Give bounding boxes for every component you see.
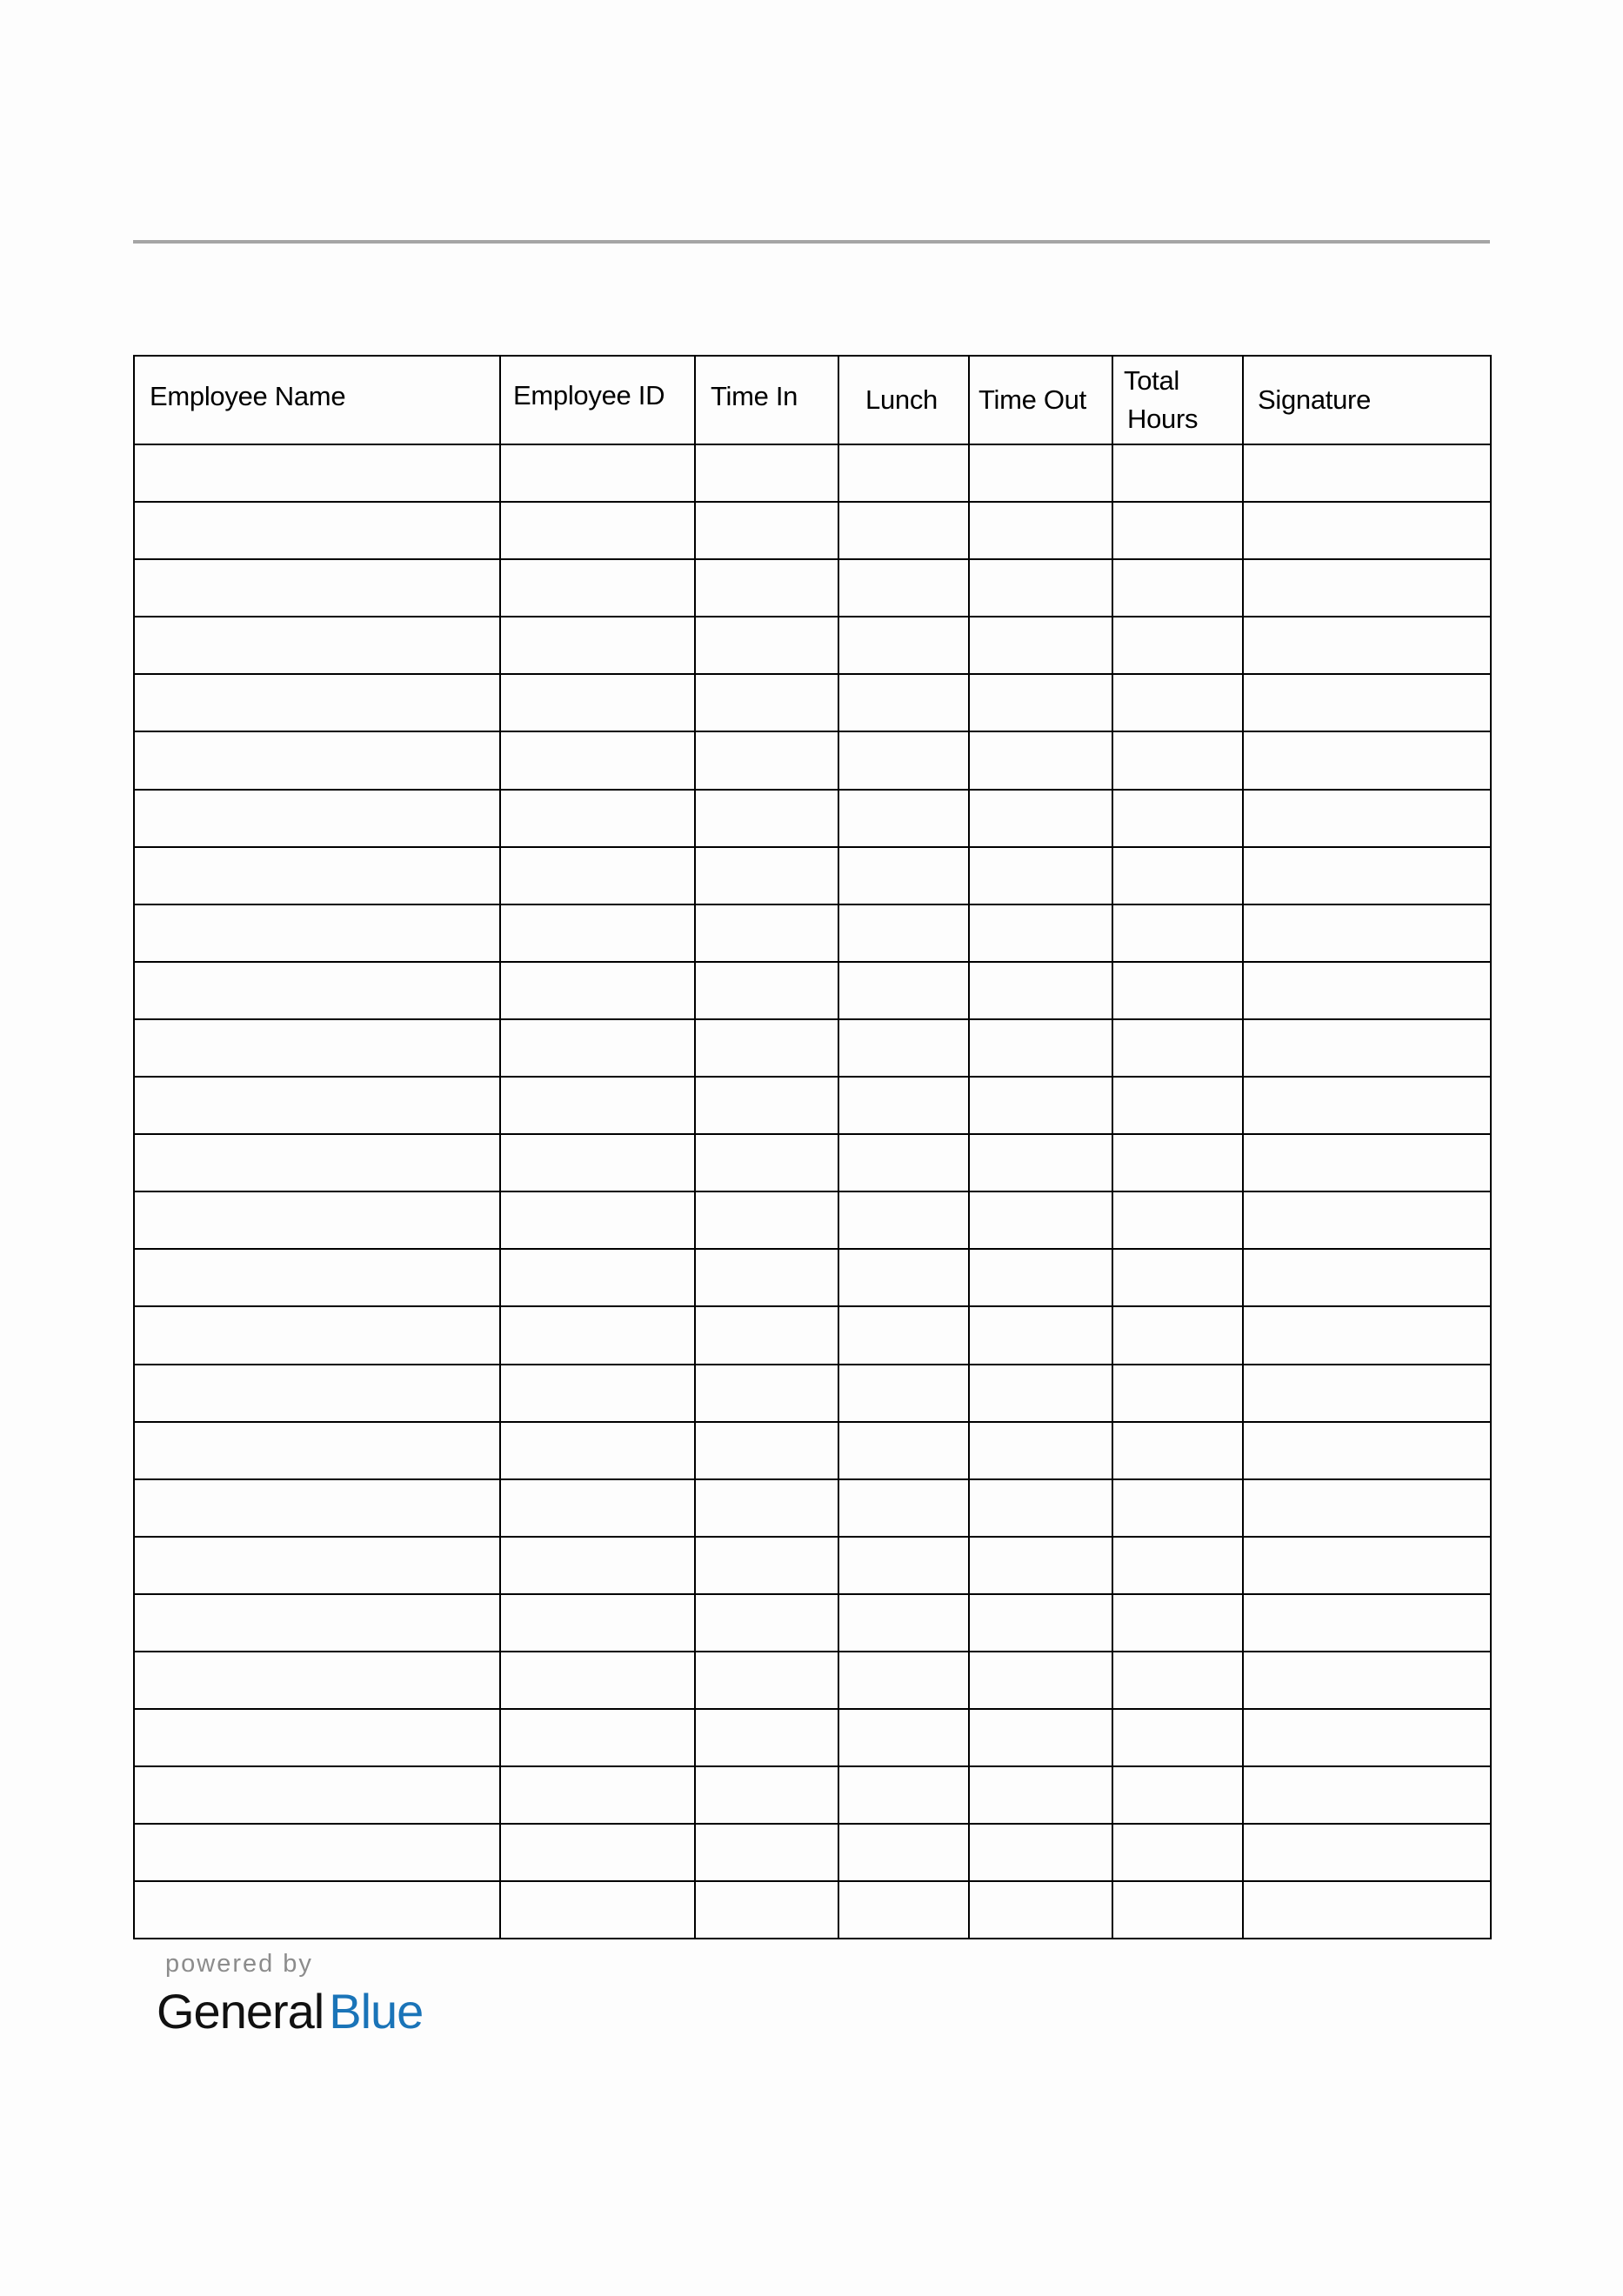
column-header-signature: Signature xyxy=(1243,356,1491,444)
cell-lunch[interactable] xyxy=(838,1306,969,1364)
cell-lunch[interactable] xyxy=(838,1881,969,1939)
table-row xyxy=(134,1249,1491,1306)
cell-signature[interactable] xyxy=(1243,962,1491,1019)
powered-by-label: powered by xyxy=(165,1950,313,1978)
cell-signature[interactable] xyxy=(1243,790,1491,847)
cell-time-in[interactable] xyxy=(695,847,838,904)
cell-signature[interactable] xyxy=(1243,1306,1491,1364)
cell-time-out[interactable] xyxy=(969,1766,1112,1824)
table-row xyxy=(134,1306,1491,1364)
cell-employee-name[interactable] xyxy=(134,617,500,674)
cell-employee-id[interactable] xyxy=(500,444,695,502)
cell-employee-name[interactable] xyxy=(134,444,500,502)
generalblue-logo xyxy=(157,1983,423,2039)
cell-employee-name[interactable] xyxy=(134,1191,500,1249)
table-row xyxy=(134,731,1491,789)
timesheet-table xyxy=(133,355,1492,1939)
cell-employee-id[interactable] xyxy=(500,904,695,962)
cell-employee-name[interactable] xyxy=(134,559,500,617)
cell-time-out[interactable] xyxy=(969,559,1112,617)
table-row xyxy=(134,847,1491,904)
cell-time-out[interactable] xyxy=(969,962,1112,1019)
cell-signature[interactable] xyxy=(1243,502,1491,559)
cell-lunch[interactable] xyxy=(838,1652,969,1709)
cell-signature[interactable] xyxy=(1243,1249,1491,1306)
cell-time-out[interactable] xyxy=(969,444,1112,502)
cell-employee-id[interactable] xyxy=(500,617,695,674)
cell-employee-id[interactable] xyxy=(500,559,695,617)
cell-time-in[interactable] xyxy=(695,1709,838,1766)
logo-text-blue: Blue xyxy=(329,1984,424,2039)
cell-total-hours[interactable] xyxy=(1112,1537,1243,1594)
cell-signature[interactable] xyxy=(1243,1365,1491,1422)
cell-employee-id[interactable] xyxy=(500,1479,695,1537)
cell-total-hours[interactable] xyxy=(1112,790,1243,847)
table-row xyxy=(134,1652,1491,1709)
column-header-time-out: Time Out xyxy=(969,356,1112,444)
cell-time-in[interactable] xyxy=(695,904,838,962)
cell-total-hours[interactable] xyxy=(1112,674,1243,731)
cell-time-in[interactable] xyxy=(695,1365,838,1422)
cell-employee-id[interactable] xyxy=(500,1766,695,1824)
cell-employee-name[interactable] xyxy=(134,790,500,847)
column-header-employee-name: Employee Name xyxy=(134,356,500,444)
cell-employee-name[interactable] xyxy=(134,847,500,904)
cell-time-out[interactable] xyxy=(969,1191,1112,1249)
cell-employee-name[interactable] xyxy=(134,1422,500,1479)
cell-total-hours[interactable] xyxy=(1112,502,1243,559)
table-row xyxy=(134,962,1491,1019)
cell-time-in[interactable] xyxy=(695,559,838,617)
cell-employee-name[interactable] xyxy=(134,962,500,1019)
cell-employee-id[interactable] xyxy=(500,1306,695,1364)
table-row xyxy=(134,1766,1491,1824)
cell-time-in[interactable] xyxy=(695,1306,838,1364)
cell-lunch[interactable] xyxy=(838,790,969,847)
cell-lunch[interactable] xyxy=(838,1766,969,1824)
table-row xyxy=(134,502,1491,559)
cell-signature[interactable] xyxy=(1243,1077,1491,1134)
cell-time-out[interactable] xyxy=(969,904,1112,962)
table-row xyxy=(134,1709,1491,1766)
cell-total-hours[interactable] xyxy=(1112,559,1243,617)
cell-signature[interactable] xyxy=(1243,674,1491,731)
table-row xyxy=(134,1594,1491,1652)
cell-time-in[interactable] xyxy=(695,1191,838,1249)
cell-signature[interactable] xyxy=(1243,904,1491,962)
column-header-total-hours xyxy=(1112,356,1243,444)
table-row xyxy=(134,1365,1491,1422)
cell-lunch[interactable] xyxy=(838,1479,969,1537)
cell-employee-name[interactable] xyxy=(134,1881,500,1939)
table-row xyxy=(134,1537,1491,1594)
cell-time-in[interactable] xyxy=(695,1594,838,1652)
cell-lunch[interactable] xyxy=(838,1709,969,1766)
cell-employee-name[interactable] xyxy=(134,502,500,559)
cell-signature[interactable] xyxy=(1243,1422,1491,1479)
cell-lunch[interactable] xyxy=(838,1422,969,1479)
cell-employee-name[interactable] xyxy=(134,1365,500,1422)
total-hours-line1: Total xyxy=(1124,365,1179,396)
cell-time-in[interactable] xyxy=(695,1824,838,1881)
cell-signature[interactable] xyxy=(1243,1191,1491,1249)
cell-employee-id[interactable] xyxy=(500,1709,695,1766)
cell-employee-id[interactable] xyxy=(500,731,695,789)
cell-employee-id[interactable] xyxy=(500,1019,695,1077)
logo-text-general: General xyxy=(157,1984,324,2039)
table-row xyxy=(134,1881,1491,1939)
cell-time-in[interactable] xyxy=(695,962,838,1019)
cell-signature[interactable] xyxy=(1243,559,1491,617)
cell-signature[interactable] xyxy=(1243,1824,1491,1881)
cell-employee-name[interactable] xyxy=(134,1479,500,1537)
timesheet-body xyxy=(134,444,1491,1939)
cell-employee-id[interactable] xyxy=(500,1594,695,1652)
cell-time-out[interactable] xyxy=(969,790,1112,847)
cell-lunch[interactable] xyxy=(838,1191,969,1249)
cell-employee-name[interactable] xyxy=(134,1709,500,1766)
cell-employee-id[interactable] xyxy=(500,1537,695,1594)
cell-lunch[interactable] xyxy=(838,617,969,674)
cell-employee-name[interactable] xyxy=(134,1652,500,1709)
cell-signature[interactable] xyxy=(1243,1652,1491,1709)
cell-lunch[interactable] xyxy=(838,1249,969,1306)
cell-total-hours[interactable] xyxy=(1112,1594,1243,1652)
cell-time-in[interactable] xyxy=(695,731,838,789)
cell-employee-id[interactable] xyxy=(500,674,695,731)
cell-signature[interactable] xyxy=(1243,1709,1491,1766)
cell-employee-id[interactable] xyxy=(500,1824,695,1881)
cell-total-hours[interactable] xyxy=(1112,1824,1243,1881)
cell-time-in[interactable] xyxy=(695,444,838,502)
cell-total-hours[interactable] xyxy=(1112,847,1243,904)
cell-employee-name[interactable] xyxy=(134,1077,500,1134)
cell-total-hours[interactable] xyxy=(1112,1422,1243,1479)
table-row xyxy=(134,1191,1491,1249)
cell-time-in[interactable] xyxy=(695,674,838,731)
cell-lunch[interactable] xyxy=(838,731,969,789)
cell-lunch[interactable] xyxy=(838,1019,969,1077)
cell-employee-name[interactable] xyxy=(134,1249,500,1306)
cell-employee-id[interactable] xyxy=(500,790,695,847)
table-row xyxy=(134,1019,1491,1077)
cell-total-hours[interactable] xyxy=(1112,904,1243,962)
cell-time-out[interactable] xyxy=(969,1652,1112,1709)
cell-employee-id[interactable] xyxy=(500,1881,695,1939)
table-row xyxy=(134,1077,1491,1134)
cell-employee-name[interactable] xyxy=(134,1134,500,1191)
cell-employee-name[interactable] xyxy=(134,1824,500,1881)
table-row xyxy=(134,1479,1491,1537)
cell-lunch[interactable] xyxy=(838,1077,969,1134)
cell-time-in[interactable] xyxy=(695,1249,838,1306)
table-row xyxy=(134,1422,1491,1479)
cell-time-out[interactable] xyxy=(969,1134,1112,1191)
cell-total-hours[interactable] xyxy=(1112,1306,1243,1364)
cell-employee-id[interactable] xyxy=(500,847,695,904)
cell-time-out[interactable] xyxy=(969,1479,1112,1537)
cell-total-hours[interactable] xyxy=(1112,1709,1243,1766)
cell-lunch[interactable] xyxy=(838,1134,969,1191)
cell-time-out[interactable] xyxy=(969,674,1112,731)
cell-time-in[interactable] xyxy=(695,1077,838,1134)
cell-time-out[interactable] xyxy=(969,1881,1112,1939)
cell-time-out[interactable] xyxy=(969,1365,1112,1422)
cell-signature[interactable] xyxy=(1243,1537,1491,1594)
cell-lunch[interactable] xyxy=(838,674,969,731)
cell-signature[interactable] xyxy=(1243,847,1491,904)
cell-signature[interactable] xyxy=(1243,1134,1491,1191)
cell-signature[interactable] xyxy=(1243,731,1491,789)
cell-lunch[interactable] xyxy=(838,1537,969,1594)
cell-signature[interactable] xyxy=(1243,1594,1491,1652)
cell-total-hours[interactable] xyxy=(1112,617,1243,674)
table-row xyxy=(134,904,1491,962)
cell-time-out[interactable] xyxy=(969,1019,1112,1077)
cell-signature[interactable] xyxy=(1243,1881,1491,1939)
cell-lunch[interactable] xyxy=(838,502,969,559)
cell-time-out[interactable] xyxy=(969,1709,1112,1766)
cell-employee-name[interactable] xyxy=(134,674,500,731)
cell-total-hours[interactable] xyxy=(1112,1249,1243,1306)
cell-employee-id[interactable] xyxy=(500,1191,695,1249)
cell-time-in[interactable] xyxy=(695,1019,838,1077)
cell-time-out[interactable] xyxy=(969,502,1112,559)
cell-time-in[interactable] xyxy=(695,1652,838,1709)
cell-employee-id[interactable] xyxy=(500,1249,695,1306)
table-row xyxy=(134,790,1491,847)
cell-employee-id[interactable] xyxy=(500,962,695,1019)
cell-employee-name[interactable] xyxy=(134,1537,500,1594)
header-divider-rule xyxy=(133,240,1490,244)
cell-lunch[interactable] xyxy=(838,1824,969,1881)
table-row xyxy=(134,617,1491,674)
cell-time-out[interactable] xyxy=(969,1306,1112,1364)
cell-time-out[interactable] xyxy=(969,731,1112,789)
cell-time-in[interactable] xyxy=(695,1422,838,1479)
cell-employee-id[interactable] xyxy=(500,1652,695,1709)
cell-total-hours[interactable] xyxy=(1112,1191,1243,1249)
cell-total-hours[interactable] xyxy=(1112,962,1243,1019)
table-row xyxy=(134,559,1491,617)
cell-time-in[interactable] xyxy=(695,1537,838,1594)
cell-time-in[interactable] xyxy=(695,1881,838,1939)
table-row xyxy=(134,1134,1491,1191)
cell-total-hours[interactable] xyxy=(1112,1019,1243,1077)
cell-time-in[interactable] xyxy=(695,1134,838,1191)
table-row xyxy=(134,1824,1491,1881)
table-row xyxy=(134,444,1491,502)
cell-signature[interactable] xyxy=(1243,617,1491,674)
header-row xyxy=(134,356,1491,444)
cell-lunch[interactable] xyxy=(838,962,969,1019)
cell-time-in[interactable] xyxy=(695,617,838,674)
cell-lunch[interactable] xyxy=(838,444,969,502)
cell-time-out[interactable] xyxy=(969,617,1112,674)
cell-time-out[interactable] xyxy=(969,847,1112,904)
cell-signature[interactable] xyxy=(1243,444,1491,502)
cell-time-out[interactable] xyxy=(969,1594,1112,1652)
cell-time-in[interactable] xyxy=(695,790,838,847)
cell-total-hours[interactable] xyxy=(1112,1881,1243,1939)
cell-employee-id[interactable] xyxy=(500,1077,695,1134)
cell-lunch[interactable] xyxy=(838,1594,969,1652)
cell-employee-name[interactable] xyxy=(134,1594,500,1652)
total-hours-line2: Hours xyxy=(1127,404,1199,434)
cell-time-out[interactable] xyxy=(969,1422,1112,1479)
cell-time-out[interactable] xyxy=(969,1077,1112,1134)
cell-time-in[interactable] xyxy=(695,1766,838,1824)
cell-total-hours[interactable] xyxy=(1112,1365,1243,1422)
cell-total-hours[interactable] xyxy=(1112,1652,1243,1709)
cell-signature[interactable] xyxy=(1243,1479,1491,1537)
cell-time-out[interactable] xyxy=(969,1249,1112,1306)
table-row xyxy=(134,674,1491,731)
cell-employee-id[interactable] xyxy=(500,1365,695,1422)
cell-signature[interactable] xyxy=(1243,1019,1491,1077)
column-header-employee-id: Employee ID xyxy=(500,356,695,444)
cell-employee-name[interactable] xyxy=(134,731,500,789)
cell-lunch[interactable] xyxy=(838,559,969,617)
cell-time-out[interactable] xyxy=(969,1824,1112,1881)
cell-time-out[interactable] xyxy=(969,1537,1112,1594)
cell-employee-id[interactable] xyxy=(500,1134,695,1191)
cell-employee-name[interactable] xyxy=(134,1306,500,1364)
cell-total-hours[interactable] xyxy=(1112,1134,1243,1191)
cell-lunch[interactable] xyxy=(838,1365,969,1422)
cell-time-in[interactable] xyxy=(695,502,838,559)
cell-employee-name[interactable] xyxy=(134,1019,500,1077)
cell-total-hours[interactable] xyxy=(1112,1766,1243,1824)
cell-total-hours[interactable] xyxy=(1112,1077,1243,1134)
cell-employee-name[interactable] xyxy=(134,904,500,962)
column-header-time-in: Time In xyxy=(695,356,838,444)
cell-employee-id[interactable] xyxy=(500,502,695,559)
cell-time-in[interactable] xyxy=(695,1479,838,1537)
cell-lunch[interactable] xyxy=(838,847,969,904)
column-header-lunch: Lunch xyxy=(838,356,969,444)
cell-total-hours[interactable] xyxy=(1112,444,1243,502)
cell-employee-id[interactable] xyxy=(500,1422,695,1479)
cell-total-hours[interactable] xyxy=(1112,731,1243,789)
cell-total-hours[interactable] xyxy=(1112,1479,1243,1537)
cell-lunch[interactable] xyxy=(838,904,969,962)
cell-signature[interactable] xyxy=(1243,1766,1491,1824)
cell-employee-name[interactable] xyxy=(134,1766,500,1824)
